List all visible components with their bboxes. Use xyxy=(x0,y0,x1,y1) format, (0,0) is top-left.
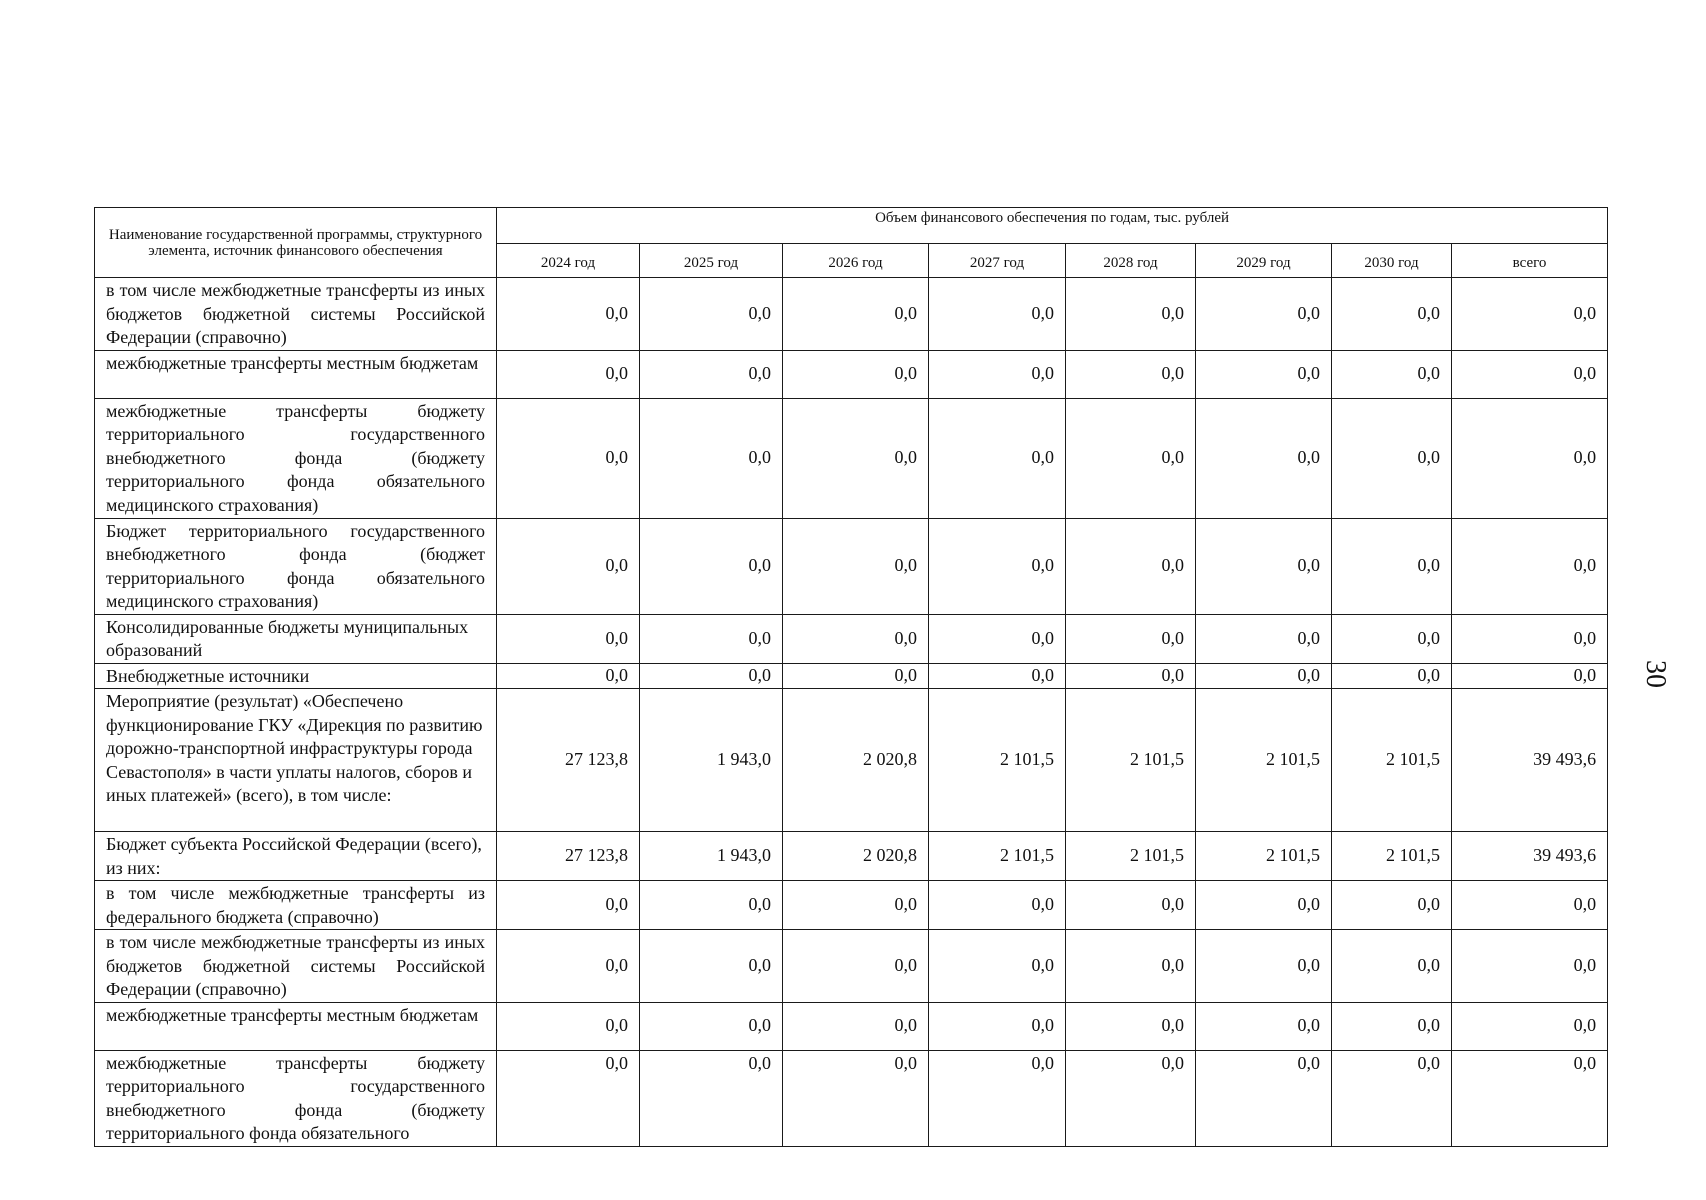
table-row xyxy=(95,881,1608,930)
value-2024: 0,0 xyxy=(497,663,640,689)
table-row xyxy=(95,832,1608,881)
value-2026: 2 020,8 xyxy=(783,689,929,832)
value-2029: 0,0 xyxy=(1196,1002,1332,1050)
table-row xyxy=(95,278,1608,351)
value-2026: 0,0 xyxy=(783,518,929,614)
value-total: 39 493,6 xyxy=(1452,689,1608,832)
value-2030: 0,0 xyxy=(1332,518,1452,614)
value-2027: 0,0 xyxy=(929,1002,1066,1050)
table-row xyxy=(95,930,1608,1003)
name-column-header: Наименование государственной программы, структурного элемента, источник финансового обеспечения xyxy=(95,208,497,278)
value-2024: 0,0 xyxy=(497,1002,640,1050)
value-total: 0,0 xyxy=(1452,398,1608,518)
page-number: 30 xyxy=(1640,660,1671,688)
value-total: 0,0 xyxy=(1452,930,1608,1003)
value-2025: 0,0 xyxy=(640,350,783,398)
value-2028: 0,0 xyxy=(1066,1050,1196,1146)
value-total: 0,0 xyxy=(1452,1050,1608,1146)
value-2026: 0,0 xyxy=(783,614,929,663)
table-row xyxy=(95,350,1608,398)
value-2025: 0,0 xyxy=(640,614,783,663)
row-name: Бюджет территориального государственного внебюджетного фонда (бюджет территориального фонда обязательного медицинского страхования) xyxy=(95,518,497,614)
value-2026: 0,0 xyxy=(783,881,929,930)
value-2025: 0,0 xyxy=(640,663,783,689)
value-total: 0,0 xyxy=(1452,350,1608,398)
value-2028: 0,0 xyxy=(1066,930,1196,1003)
financing-group-header: Объем финансового обеспечения по годам, тыс. рублей xyxy=(497,208,1608,244)
value-2024: 0,0 xyxy=(497,398,640,518)
value-2026: 0,0 xyxy=(783,350,929,398)
table-row xyxy=(95,1050,1608,1146)
value-2025: 0,0 xyxy=(640,518,783,614)
value-2025: 0,0 xyxy=(640,278,783,351)
value-2030: 0,0 xyxy=(1332,398,1452,518)
table-row xyxy=(95,614,1608,663)
value-2026: 0,0 xyxy=(783,1050,929,1146)
value-2026: 0,0 xyxy=(783,663,929,689)
value-2029: 0,0 xyxy=(1196,278,1332,351)
value-2026: 0,0 xyxy=(783,278,929,351)
row-name: Консолидированные бюджеты муниципальных образований xyxy=(95,614,497,663)
value-2027: 0,0 xyxy=(929,278,1066,351)
value-total: 0,0 xyxy=(1452,1002,1608,1050)
value-2029: 0,0 xyxy=(1196,930,1332,1003)
value-2024: 27 123,8 xyxy=(497,689,640,832)
value-2024: 0,0 xyxy=(497,350,640,398)
year-header-2024: 2024 год xyxy=(497,244,640,278)
value-2028: 0,0 xyxy=(1066,1002,1196,1050)
table-row xyxy=(95,518,1608,614)
row-name: в том числе межбюджетные трансферты из иных бюджетов бюджетной системы Российской Федерации (справочно) xyxy=(95,278,497,351)
value-2030: 0,0 xyxy=(1332,1050,1452,1146)
value-2028: 0,0 xyxy=(1066,518,1196,614)
value-2029: 0,0 xyxy=(1196,881,1332,930)
value-total: 0,0 xyxy=(1452,881,1608,930)
value-2028: 2 101,5 xyxy=(1066,689,1196,832)
value-2029: 0,0 xyxy=(1196,518,1332,614)
value-2025: 0,0 xyxy=(640,1002,783,1050)
value-2026: 0,0 xyxy=(783,398,929,518)
value-2025: 1 943,0 xyxy=(640,689,783,832)
value-2030: 0,0 xyxy=(1332,278,1452,351)
row-name: межбюджетные трансферты бюджету территориального государственного внебюджетного фонда (бюджету территориального фонда обязательного xyxy=(95,1050,497,1146)
value-2029: 0,0 xyxy=(1196,1050,1332,1146)
total-header: всего xyxy=(1452,244,1608,278)
table-row xyxy=(95,689,1608,832)
value-2024: 0,0 xyxy=(497,1050,640,1146)
value-2028: 0,0 xyxy=(1066,881,1196,930)
value-total: 0,0 xyxy=(1452,663,1608,689)
value-2025: 0,0 xyxy=(640,930,783,1003)
value-total: 39 493,6 xyxy=(1452,832,1608,881)
value-2030: 0,0 xyxy=(1332,1002,1452,1050)
value-2028: 0,0 xyxy=(1066,398,1196,518)
value-2027: 0,0 xyxy=(929,1050,1066,1146)
value-2026: 2 020,8 xyxy=(783,832,929,881)
value-2027: 0,0 xyxy=(929,881,1066,930)
row-name: межбюджетные трансферты местным бюджетам xyxy=(95,1002,497,1050)
value-2024: 27 123,8 xyxy=(497,832,640,881)
value-2028: 0,0 xyxy=(1066,278,1196,351)
table-row xyxy=(95,1002,1608,1050)
value-2027: 0,0 xyxy=(929,350,1066,398)
value-2027: 2 101,5 xyxy=(929,689,1066,832)
value-2029: 2 101,5 xyxy=(1196,689,1332,832)
value-2028: 0,0 xyxy=(1066,614,1196,663)
year-header-2028: 2028 год xyxy=(1066,244,1196,278)
value-2029: 0,0 xyxy=(1196,663,1332,689)
year-header-2025: 2025 год xyxy=(640,244,783,278)
value-2030: 0,0 xyxy=(1332,350,1452,398)
value-2027: 0,0 xyxy=(929,663,1066,689)
row-name: Мероприятие (результат) «Обеспечено функционирование ГКУ «Дирекция по развитию дорожно-транспортной инфраструктуры города Севастополя» в части уплаты налогов, сборов и иных платежей» (всего), в том числе: xyxy=(95,689,497,832)
row-name: межбюджетные трансферты бюджету территориального государственного внебюджетного фонда (бюджету территориального фонда обязательного медицинского страхования) xyxy=(95,398,497,518)
row-name: Внебюджетные источники xyxy=(95,663,497,689)
value-2026: 0,0 xyxy=(783,1002,929,1050)
value-2030: 2 101,5 xyxy=(1332,689,1452,832)
value-2029: 2 101,5 xyxy=(1196,832,1332,881)
value-2030: 2 101,5 xyxy=(1332,832,1452,881)
value-2027: 0,0 xyxy=(929,518,1066,614)
value-2028: 2 101,5 xyxy=(1066,832,1196,881)
value-2027: 2 101,5 xyxy=(929,832,1066,881)
financing-table xyxy=(94,207,1608,1147)
value-2027: 0,0 xyxy=(929,930,1066,1003)
year-header-2026: 2026 год xyxy=(783,244,929,278)
value-2028: 0,0 xyxy=(1066,663,1196,689)
table-row xyxy=(95,398,1608,518)
value-2030: 0,0 xyxy=(1332,663,1452,689)
value-2025: 1 943,0 xyxy=(640,832,783,881)
year-header-2030: 2030 год xyxy=(1332,244,1452,278)
year-header-2027: 2027 год xyxy=(929,244,1066,278)
value-2030: 0,0 xyxy=(1332,930,1452,1003)
value-2026: 0,0 xyxy=(783,930,929,1003)
value-total: 0,0 xyxy=(1452,278,1608,351)
value-2024: 0,0 xyxy=(497,518,640,614)
value-2029: 0,0 xyxy=(1196,614,1332,663)
value-2029: 0,0 xyxy=(1196,350,1332,398)
value-2025: 0,0 xyxy=(640,398,783,518)
row-name: Бюджет субъекта Российской Федерации (всего), из них: xyxy=(95,832,497,881)
row-name: в том числе межбюджетные трансферты из иных бюджетов бюджетной системы Российской Федерации (справочно) xyxy=(95,930,497,1003)
value-2024: 0,0 xyxy=(497,614,640,663)
row-name: межбюджетные трансферты местным бюджетам xyxy=(95,350,497,398)
table-row xyxy=(95,663,1608,689)
value-2028: 0,0 xyxy=(1066,350,1196,398)
row-name: в том числе межбюджетные трансферты из федерального бюджета (справочно) xyxy=(95,881,497,930)
value-2025: 0,0 xyxy=(640,881,783,930)
value-2027: 0,0 xyxy=(929,398,1066,518)
value-2025: 0,0 xyxy=(640,1050,783,1146)
value-2027: 0,0 xyxy=(929,614,1066,663)
value-2024: 0,0 xyxy=(497,930,640,1003)
value-2024: 0,0 xyxy=(497,278,640,351)
value-2029: 0,0 xyxy=(1196,398,1332,518)
value-total: 0,0 xyxy=(1452,614,1608,663)
year-header-2029: 2029 год xyxy=(1196,244,1332,278)
value-2030: 0,0 xyxy=(1332,614,1452,663)
value-2024: 0,0 xyxy=(497,881,640,930)
value-total: 0,0 xyxy=(1452,518,1608,614)
value-2030: 0,0 xyxy=(1332,881,1452,930)
